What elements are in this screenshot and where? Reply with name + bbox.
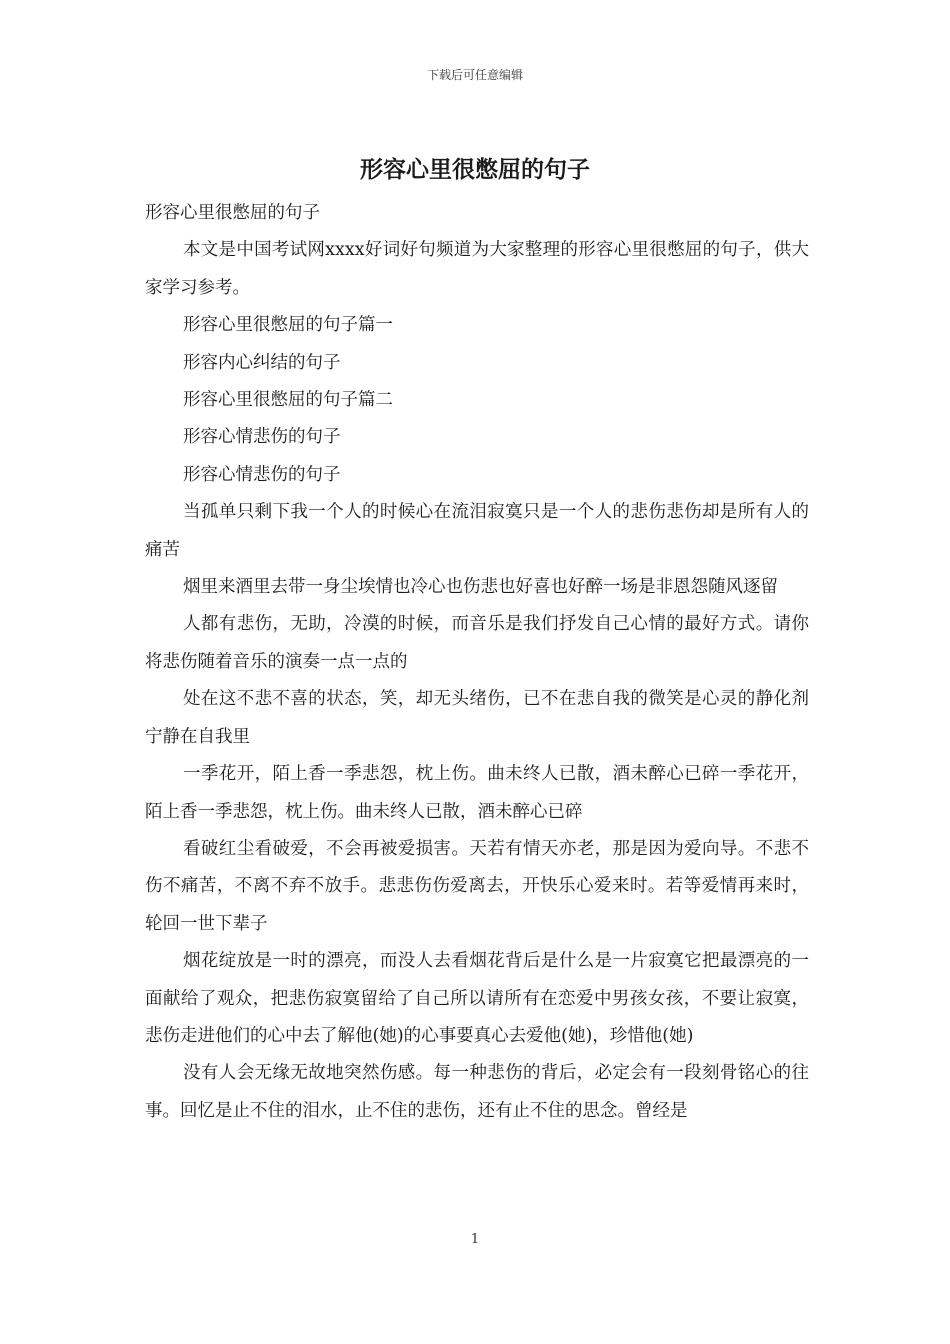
paragraph: 一季花开，陌上香一季悲怨，枕上伤。曲未终人已散，酒未醉心已碎一季花开，陌上香一季悲怨，枕上伤。曲未终人已散，酒未醉心已碎 bbox=[145, 764, 809, 822]
paragraph: 看破红尘看破爱，不会再被爱损害。天若有情天亦老，那是因为爱向导。不悲不伤不痛苦，不离不弃不放手。悲悲伤伤爱离去，开快乐心爱来时。若等爱情再来时，轮回一世下辈子 bbox=[145, 838, 809, 934]
paragraph: 烟花绽放是一时的漂亮，而没人去看烟花背后是什么是一片寂寞它把最漂亮的一面献给了观众，把悲伤寂寞留给了自己所以请所有在恋爱中男孩女孩，不要让寂寞，悲伤走进他们的心中去了解他(她)的心事要真心去爱他(她)，珍惜他(她) bbox=[145, 951, 809, 1046]
paragraph: 形容心情悲伤的句子 bbox=[183, 427, 341, 448]
header-note: 下载后可任意编辑 bbox=[426, 68, 523, 82]
paragraph: 形容心情悲伤的句子 bbox=[183, 464, 341, 485]
paragraph: 形容内心纠结的句子 bbox=[183, 352, 341, 373]
paragraph-subtitle: 形容心里很憋屈的句子 bbox=[145, 203, 320, 223]
section-heading-one: 形容心里很憋屈的句子篇一 bbox=[183, 315, 393, 336]
document-title: 形容心里很憋屈的句子 bbox=[360, 156, 590, 183]
section-heading-two: 形容心里很憋屈的句子篇二 bbox=[183, 390, 393, 411]
paragraph: 当孤单只剩下我一个人的时候心在流泪寂寞只是一个人的悲伤悲伤却是所有人的痛苦 bbox=[145, 502, 809, 560]
paragraph: 没有人会无缘无故地突然伤感。每一种悲伤的背后，必定会有一段刻骨铭心的往事。回忆是止不住的泪水，止不住的悲伤，还有止不住的思念。曾经是 bbox=[145, 1063, 809, 1121]
paragraph: 烟里来酒里去带一身尘埃情也冷心也伤悲也好喜也好醉一场是非恩怨随风逐留 bbox=[183, 577, 778, 598]
paragraph: 人都有悲伤，无助，冷漠的时候，而音乐是我们抒发自己心情的最好方式。请你将悲伤随着音乐的演奏一点一点的 bbox=[145, 614, 809, 672]
page-number: 1 bbox=[470, 1232, 480, 1247]
paragraph: 处在这不悲不喜的状态，笑，却无头绪伤，已不在悲自我的微笑是心灵的静化剂宁静在自我里 bbox=[145, 689, 809, 747]
document-body bbox=[145, 195, 809, 1130]
paragraph-intro: 本文是中国考试网xxxx好词好句频道为大家整理的形容心里很憋屈的句子，供大家学习参考。 bbox=[145, 240, 809, 298]
